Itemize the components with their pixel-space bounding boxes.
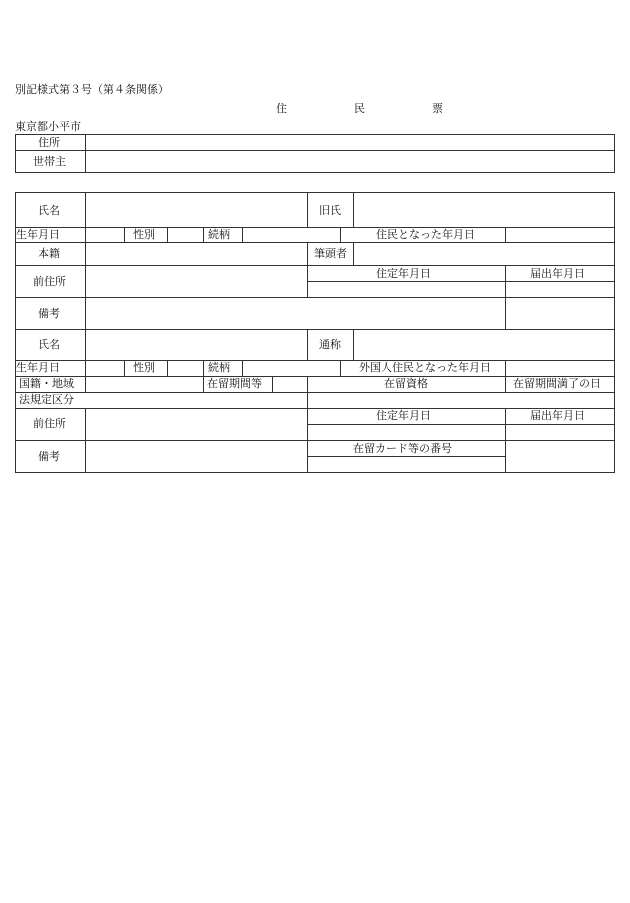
resident-former-name-label: 旧氏 xyxy=(319,204,341,217)
resident-head-of-register-label: 筆頭者 xyxy=(314,247,347,260)
foreign-period-label: 在留期間等 xyxy=(207,377,262,390)
resident-birth-label: 生年月日 xyxy=(16,228,60,241)
foreign-relation-label: 続柄 xyxy=(208,361,230,374)
foreign-remarks-label: 備考 xyxy=(38,450,60,463)
resident-became-resident-label: 住民となった年月日 xyxy=(376,228,475,241)
page-title: 住 民 票 xyxy=(276,102,471,115)
foreign-notified-date-label: 届出年月日 xyxy=(530,409,585,422)
municipality-name: 東京都小平市 xyxy=(15,120,81,133)
resident-remarks-label: 備考 xyxy=(38,307,60,320)
resident-settled-date-label: 住定年月日 xyxy=(376,267,431,280)
foreign-prev-address-label: 前住所 xyxy=(33,417,66,430)
foreign-nationality-label: 国籍・地域 xyxy=(19,377,74,390)
resident-notified-date-label: 届出年月日 xyxy=(530,267,585,280)
resident-name-label: 氏名 xyxy=(38,204,60,217)
household-address-label: 住所 xyxy=(38,136,60,149)
foreign-alias-label: 通称 xyxy=(319,338,341,351)
foreign-name-label: 氏名 xyxy=(38,338,60,351)
foreign-legal-category-label: 法規定区分 xyxy=(19,393,74,406)
foreign-became-resident-label: 外国人住民となった年月日 xyxy=(359,361,491,374)
foreign-card-number-label: 在留カード等の番号 xyxy=(353,442,452,455)
foreign-expiry-label: 在留期間満了の日 xyxy=(513,377,601,390)
foreign-settled-date-label: 住定年月日 xyxy=(376,409,431,422)
foreign-sex-label: 性別 xyxy=(133,361,155,374)
foreign-status-label: 在留資格 xyxy=(384,377,428,390)
foreign-birth-label: 生年月日 xyxy=(16,361,60,374)
form-reference: 別記様式第３号（第４条関係） xyxy=(15,83,169,96)
resident-prev-address-label: 前住所 xyxy=(33,275,66,288)
household-head-label: 世帯主 xyxy=(33,155,66,168)
resident-domicile-label: 本籍 xyxy=(38,247,60,260)
resident-relation-label: 続柄 xyxy=(208,228,230,241)
resident-sex-label: 性別 xyxy=(133,228,155,241)
